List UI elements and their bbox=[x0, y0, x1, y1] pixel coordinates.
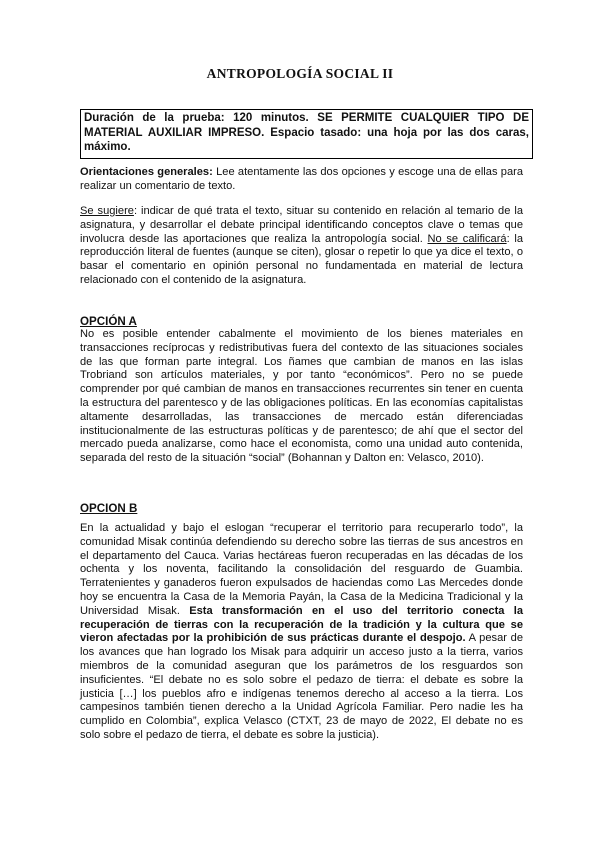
suggestions-block bbox=[80, 205, 523, 288]
option-a-paragraph: No es posible entender cabalmente el movimiento de los bienes materiales en transacciones recíprocas y redistributivas fuera del contexto de las situaciones sociales de las que forman parte integral. Los ñames que cambian de manos en las islas Trobriand son artículos materiales, y por tanto “económicos”. Pero no se puede comprender por qué cambian de manos en transacciones recurrentes sin tener en cuenta la estructura del parentesco y de las obligaciones políticas. En las economías capitalistas altamente desarrolladas, las transacciones de mercado están diferenciadas institucionalmente de las estructuras políticas y de parentesco; de ahí que el sector del mercado pueda analizarse, como hace el economista, como una unidad auto contenida, separada del resto de la situación “social” (Bohannan y Dalton en: Velasco, 2010). bbox=[80, 328, 523, 465]
document-title: ANTROPOLOGÍA SOCIAL II bbox=[206, 66, 394, 81]
suggestion-text: : indicar de qué trata el texto, situar su contenido en relación al temario de la asignatura, y desarrollar el debate principal identificando conceptos clave o temas que involucra desde las aportaciones que realiza la antropología social. bbox=[80, 205, 523, 245]
option-b-text-part-2: A pesar de los avances que han logrado los Misak para adquirir un acceso justo a la tierra, varios miembros de la comunidad aseguran que los parámetros de los resguardos son insuficientes. “El debate no es solo sobre el pedazo de tierra: el debate es sobre la justicia […] los pueblos afro e indígenas tenemos derecho al acceso a la tierra. Los campesinos también tienen derecho a la Unidad Agrícola Familiar. Pero nadie les ha cumplido en Colombia”, explica Velasco (CTXT, 23 de mayo de 2022, El debate no es solo sobre el pedazo de tierra, el debate es sobre la justicia). bbox=[80, 632, 523, 741]
option-b-text-part-1: En la actualidad y bajo el eslogan “recuperar el territorio para recuperarlo todo”, la comunidad Misak continúa defendiendo su derecho sobre las tierras de sus ancestros en el departamento del Cauca. Varias hectáreas fueron recuperadas en las décadas de los ochenta y los noventa, facilitando la consolidación del resguardo de Guambia. Terratenientes y ganaderos fueron expulsados de haciendas como Las Mercedes donde hoy se encuentra la Casa de la Memoria Payán, la Casa de la Medicina Tradicional y la Universidad Misak. bbox=[80, 522, 523, 617]
option-a-text bbox=[80, 328, 523, 466]
option-b-bold-sentence: Esta transformación en el uso del territorio conecta la recuperación de tierras con la recuperación de la tradición y la cultura que se vieron afectadas por la prohibición de sus prácticas durante el despojo. bbox=[80, 604, 524, 645]
not-graded-label: No se calificará bbox=[427, 232, 507, 245]
option-a-heading: OPCIÓN A bbox=[80, 315, 137, 328]
option-b-heading: OPCION B bbox=[80, 502, 138, 515]
guidelines-label: Orientaciones generales: bbox=[80, 166, 213, 178]
not-graded-text: : la reproducción literal de fuentes (aunque se citen), glosar o repetir lo que ya dice el texto, o basar el comentario en opinión personal no fundamentada en material de lectura relacionado con el contenido de la asignatura. bbox=[80, 232, 523, 286]
option-b-text bbox=[80, 522, 523, 743]
general-guidelines bbox=[80, 166, 523, 194]
guidelines-text: Lee atentamente las dos opciones y escoge una de ellas para realizar un comentario de texto. bbox=[80, 166, 524, 192]
suggestion-label: Se sugiere bbox=[80, 205, 134, 217]
instructions-box: Duración de la prueba: 120 minutos. SE PERMITE CUALQUIER TIPO DE MATERIAL AUXILIAR IMPRESO. Espacio tasado: una hoja por las dos caras, máximo. bbox=[80, 109, 533, 159]
